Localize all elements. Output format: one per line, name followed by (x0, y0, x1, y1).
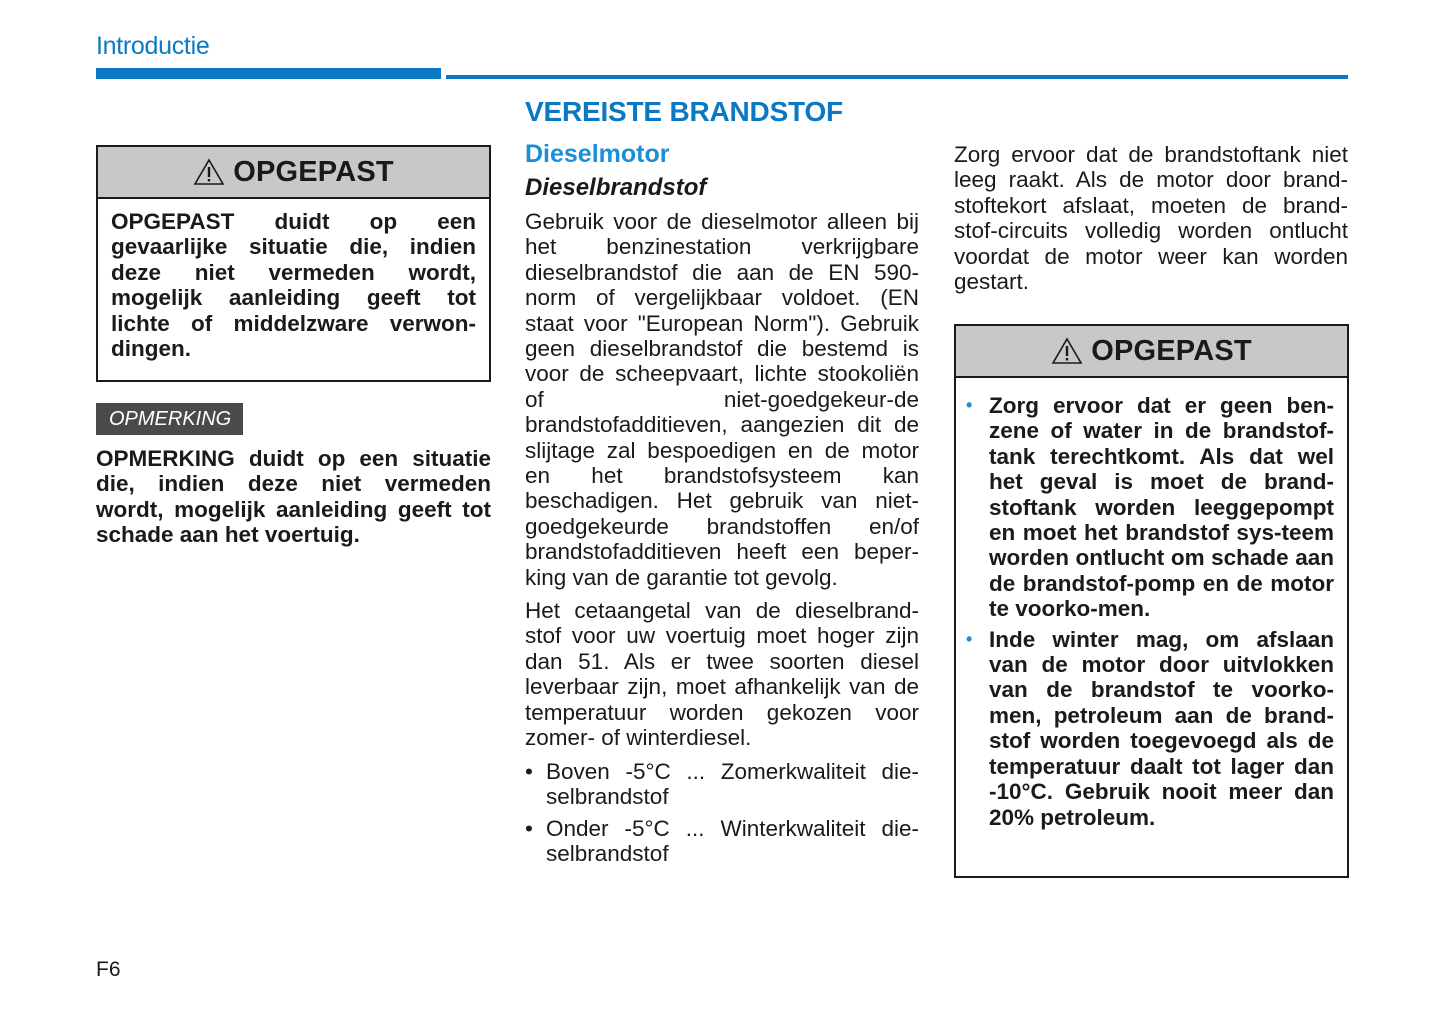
caution-body: OPGEPAST duidt op een gevaarlijke situatie die, indien deze niet vermeden wordt, mogelijk aanleiding geeft tot lichte of middelzware verwon-dingen. (111, 209, 476, 362)
paragraph-fuel-requirements: Gebruik voor de dieselmotor alleen bij het benzinestation verkrijgbare dieselbrandstof die aan de EN 590-norm of vergelijkbaar voldoet. (EN staat voor "European Norm"). Gebruik geen dieselbrandstof die bestemd is voor de scheepvaart, lichte stookoliën of niet-goedgekeur-de brandstofadditieven, aangezien dit de slijtage zal bespoedigen en de motor en het brandstofsysteem kan beschadigen. Het gebruik van niet-goedgekeurde brandstoffen en/of brandstofadditieven heeft een beper-king van de garantie tot gevolg. (525, 209, 919, 590)
caution-title: OPGEPAST (1091, 334, 1252, 367)
bullet-icon: • (525, 759, 533, 784)
caution-title: OPGEPAST (233, 155, 394, 188)
caution-box-left (96, 145, 491, 382)
bullet-icon: • (966, 628, 973, 649)
caution-box-right (954, 324, 1349, 878)
caution-box-header (956, 326, 1347, 378)
bullet-icon: • (525, 815, 533, 841)
page-number: F6 (96, 958, 121, 981)
caution-bullet-list (956, 378, 1347, 830)
paragraph-cetane: Het cetaangetal van de dieselbrand-stof voor uw voertuig moet hoger zijn dan 51. Als er twee soorten diesel leverbaar zijn, moet afhankelijk van de temperatuur worden gekozen voor zomer- of winterdiesel. (525, 598, 919, 751)
list-item: • Inde winter mag, om afslaan van de motor door uitvlokken van de brandstof te voorko-men, petroleum aan de brand-stof worden toegevoegd als de temperatuur daalt tot lager dan -10°C. Gebruik nooit meer dan 20% petroleum. (966, 626, 1334, 830)
warning-triangle-icon (1051, 337, 1083, 365)
bullet-icon: • (966, 395, 973, 415)
note-tag: OPMERKING (96, 403, 243, 435)
subsubheading: Dieselbrandstof (525, 174, 707, 201)
header-rule-thin (446, 75, 1348, 79)
caution-box-header (98, 147, 489, 199)
list-item: • Boven -5°C ... Zomerkwaliteit die-selbrandstof (525, 759, 919, 810)
paragraph-fuel-tank: Zorg ervoor dat de brandstoftank niet leeg raakt. Als de motor door brand-stoftekort afslaat, moeten de brand-stof-circuits volledig worden ontlucht voordat de motor weer kan worden gestart. (954, 142, 1348, 295)
subheading: Dieselmotor (525, 140, 670, 168)
list-item: • Onder -5°C ... Winterkwaliteit die-selbrandstof (525, 815, 919, 867)
header-rule-thick (96, 68, 441, 79)
list-item: • Zorg ervoor dat er geen ben-zene of water in de brandstof-tank terechtkomt. Als dat wel het geval is moet de brand-stoftank worden leeggepompt en moet het brandstof sys-teem worden ontlucht om schade aan de brandstof-pomp en de motor te voorko-men. (966, 393, 1334, 622)
section-title: Introductie (96, 32, 210, 60)
page-heading: VEREISTE BRANDSTOF (525, 96, 843, 127)
warning-triangle-icon (193, 158, 225, 186)
note-body: OPMERKING duidt op een situatie die, indien deze niet vermeden wordt, mogelijk aanleiding geeft tot schade aan het voertuig. (96, 446, 491, 548)
temperature-bullet-list (525, 759, 919, 873)
